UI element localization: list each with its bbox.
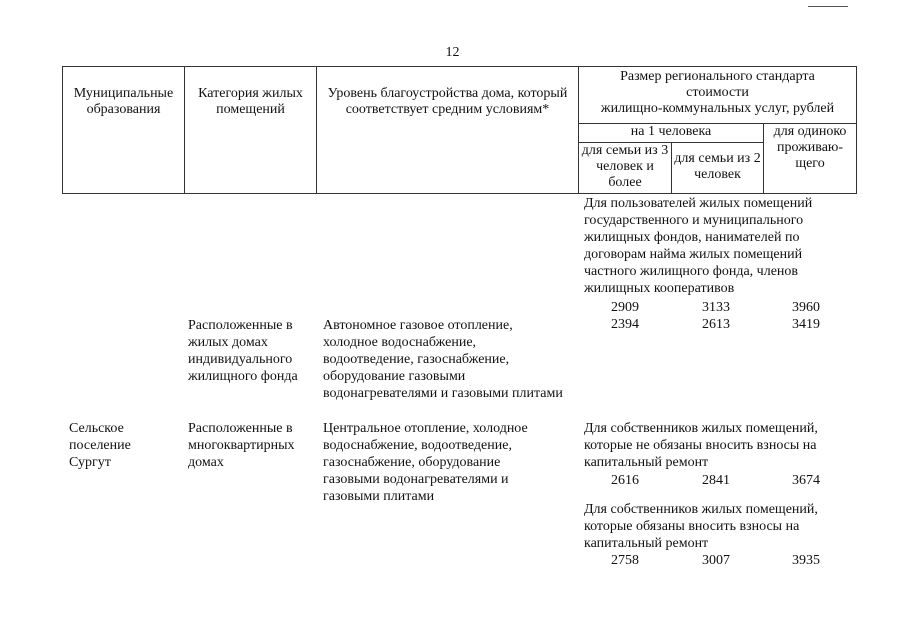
individual-value-family2: 2613	[702, 317, 730, 332]
header-category: Категория жилых помещений	[185, 67, 317, 194]
header-family3: для семьи из 3 человек и более	[579, 143, 672, 194]
header-family2: для семьи из 2 человек	[672, 143, 764, 194]
header-municipality: Муниципальные образования	[63, 67, 185, 194]
owners-no-capital-family3: 2616	[611, 473, 639, 488]
owners-capital-single: 3935	[792, 553, 820, 568]
owners-no-capital-single: 3674	[792, 473, 820, 488]
individual-level: Автономное газовое отопление, холодное водоснабжение, водоотведение, газоснабжение, оборудование газовыми водонагревателями и газовыми плитами	[323, 318, 563, 401]
header-single: для одиноко проживаю-щего	[764, 124, 857, 194]
owners-capital-note: Для собственников жилых помещений, которые обязаны вносить взносы на капитальный ремонт	[584, 502, 818, 551]
individual-value-family3: 2394	[611, 317, 639, 332]
users-note: Для пользователей жилых помещений государственного и муниципального жилищных фондов, нанимателей по договорам найма жилых помещений частного жилищного фонда, членов жилищных кооперативов	[584, 196, 813, 296]
individual-value-single: 3419	[792, 317, 820, 332]
page-number: 12	[445, 45, 460, 60]
header-standard-line-1: Размер регионального стандарта	[620, 69, 815, 84]
scan-edge-mark	[808, 6, 848, 7]
header-level: Уровень благоустройства дома, который соответствует средним условиям*	[317, 67, 579, 194]
header-standard	[579, 67, 857, 124]
header-standard-line-2: стоимости	[686, 85, 749, 100]
surgut-municipality: Сельское поселение Сургут	[69, 421, 131, 470]
individual-category: Расположенные в жилых домах индивидуального жилищного фонда	[188, 318, 298, 384]
header-per-person: на 1 человека	[579, 124, 764, 143]
header-standard-line-3: жилищно-коммунальных услуг, рублей	[600, 101, 835, 116]
owners-no-capital-family2: 2841	[702, 473, 730, 488]
users-value-family3: 2909	[611, 300, 639, 315]
users-value-single: 3960	[792, 300, 820, 315]
owners-capital-family3: 2758	[611, 553, 639, 568]
owners-no-capital-note: Для собственников жилых помещений, которые не обязаны вносить взносы на капитальный ремонт	[584, 421, 818, 470]
users-value-family2: 3133	[702, 300, 730, 315]
owners-capital-family2: 3007	[702, 553, 730, 568]
surgut-level: Центральное отопление, холодное водоснабжение, водоотведение, газоснабжение, оборудование газовыми водонагревателями и газовыми плитами	[323, 421, 528, 504]
header-table	[62, 66, 857, 194]
surgut-category: Расположенные в многоквартирных домах	[188, 421, 295, 470]
